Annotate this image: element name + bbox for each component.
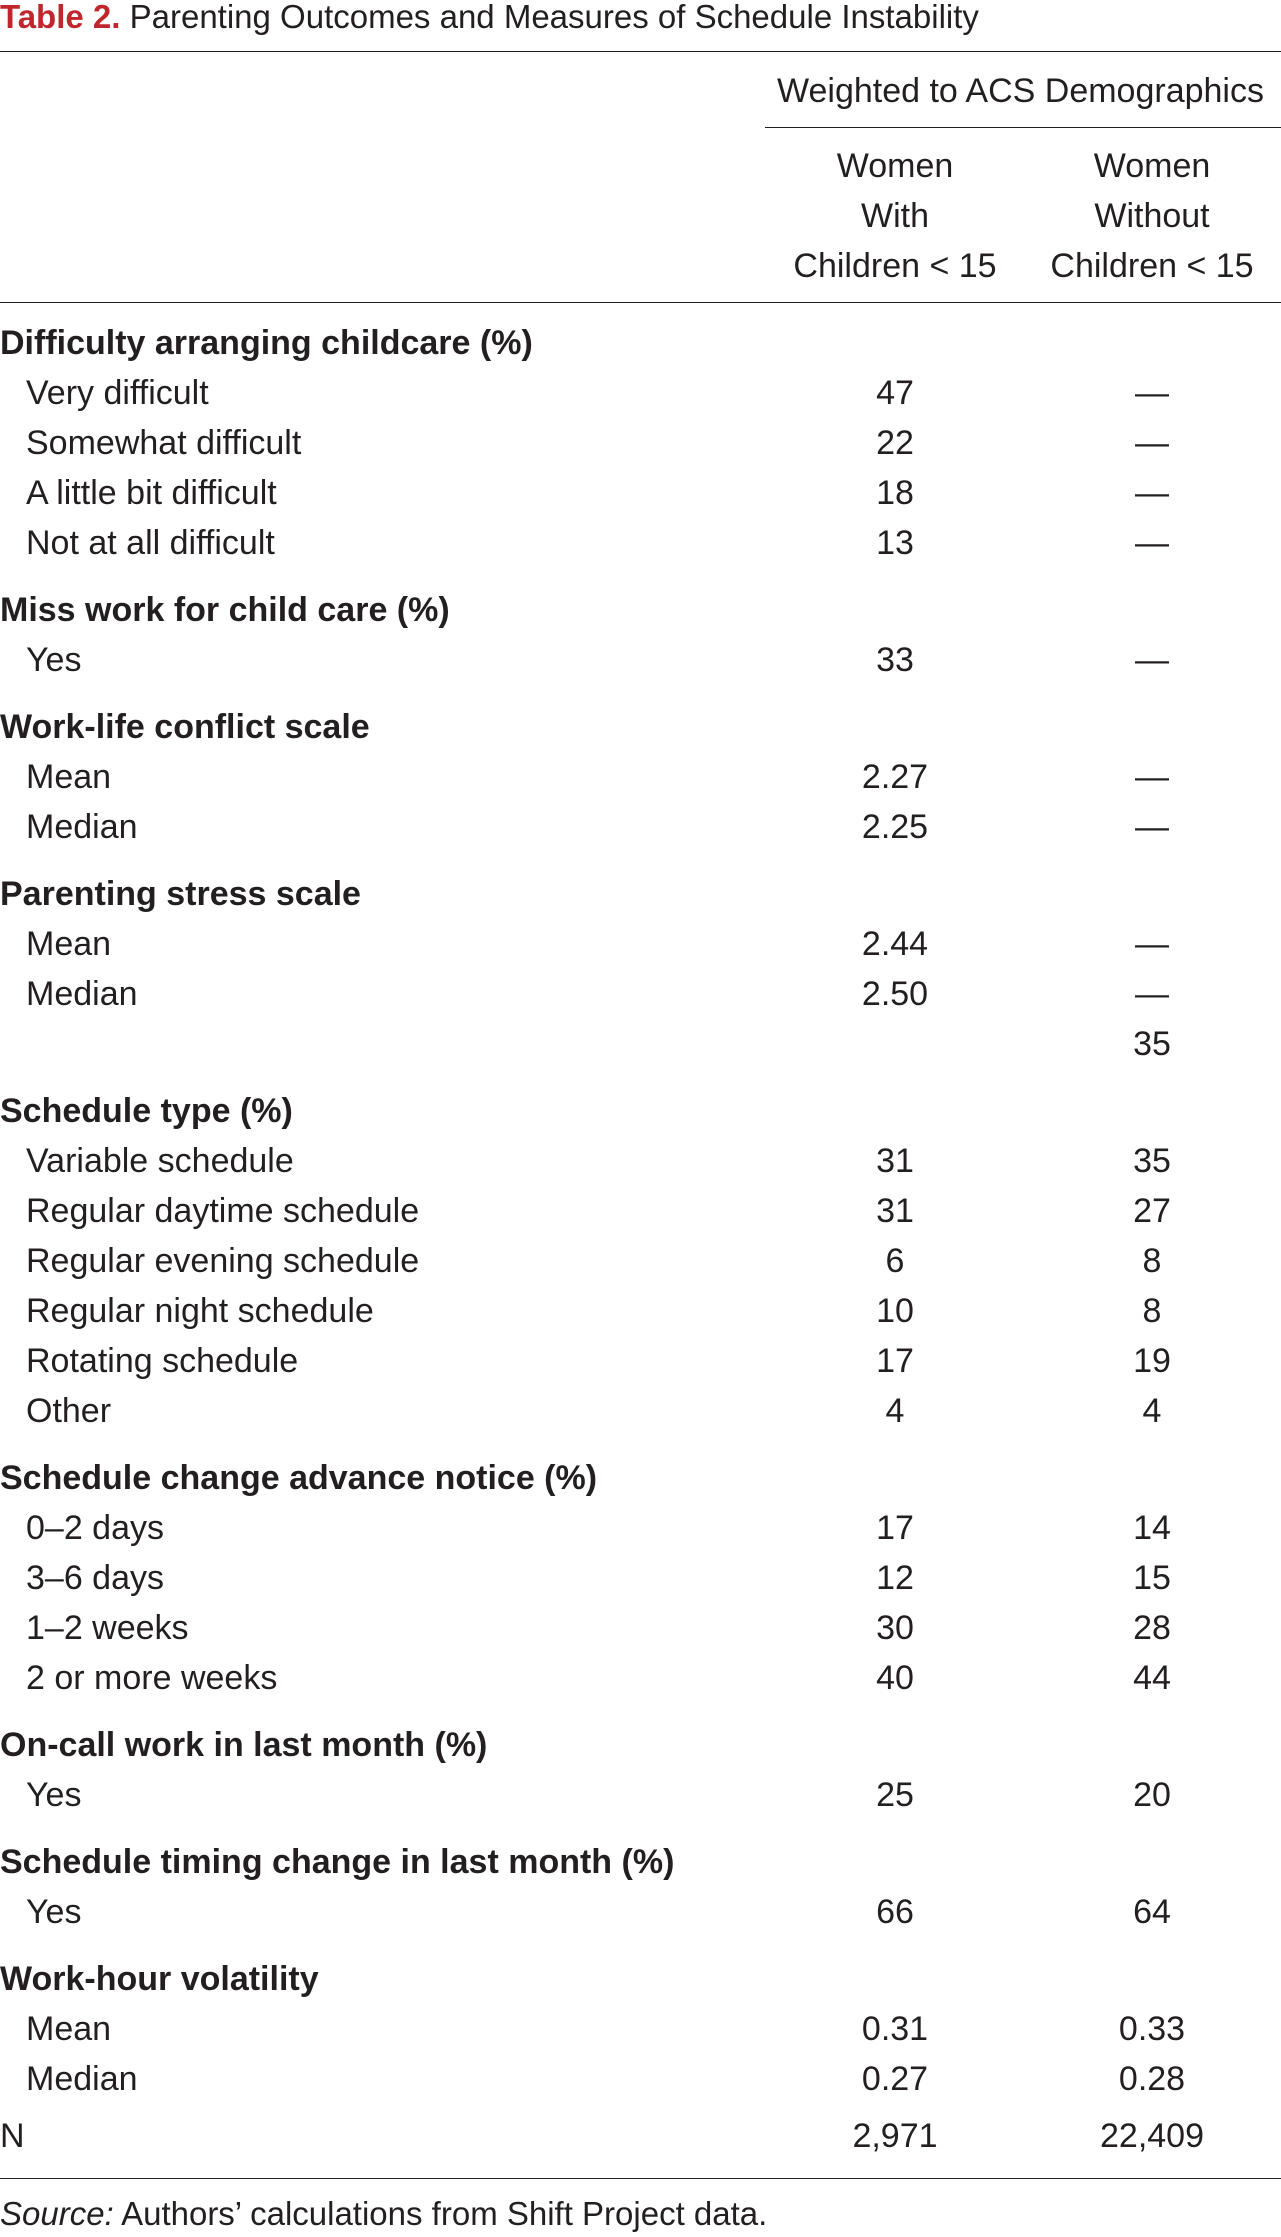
caption-label: Table 2. (0, 0, 121, 35)
value-with-children: 33 (876, 641, 914, 679)
value-without-children: 19 (1133, 1342, 1171, 1380)
row-label: Very difficult (26, 374, 209, 412)
col1-header-line1: Women (836, 147, 954, 185)
value-without-children: 15 (1133, 1559, 1171, 1597)
section-title: Miss work for child care (%) (0, 591, 450, 629)
value-with-children: 2.44 (861, 925, 929, 963)
value-without-children: — (1135, 925, 1169, 963)
value-without-children: 28 (1133, 1609, 1171, 1647)
row-label: Regular daytime schedule (26, 1192, 420, 1230)
section-title: On-call work in last month (%) (0, 1726, 488, 1764)
value-with-children: 10 (876, 1292, 914, 1330)
value-without-children: — (1135, 374, 1169, 412)
row-label: Mean (26, 2010, 112, 2048)
value-with-children: 66 (876, 1893, 914, 1931)
value-with-children: 25 (876, 1776, 914, 1814)
value-with-children: 47 (876, 374, 914, 412)
value-with-children: 0.31 (861, 2010, 929, 2048)
value-with-children: 17 (876, 1342, 914, 1380)
group-rule (765, 127, 1281, 128)
value-with-children: 2.25 (861, 808, 929, 846)
value-without-children: 35 (1133, 1142, 1171, 1180)
value-without-children: 35 (1133, 1025, 1171, 1063)
col1-header-line3: Children < 15 (793, 247, 997, 285)
row-label: Somewhat difficult (26, 424, 302, 462)
table-caption (0, 0, 979, 46)
value-with-children: 31 (876, 1192, 914, 1230)
value-with-children: 12 (876, 1559, 914, 1597)
row-label: Regular evening schedule (26, 1242, 420, 1280)
row-label: Mean (26, 758, 112, 796)
row-label: Yes (26, 1776, 82, 1814)
row-label: 1–2 weeks (26, 1609, 189, 1647)
section-title: Work-life conflict scale (0, 708, 370, 746)
section-title: Difficulty arranging childcare (%) (0, 324, 533, 362)
caption-title: Parenting Outcomes and Measures of Schedule Instability (129, 0, 979, 35)
row-label: Yes (26, 1893, 82, 1931)
row-label: 2 or more weeks (26, 1659, 278, 1697)
col2-header-line2: Without (1094, 197, 1210, 235)
value-without-children: — (1135, 641, 1169, 679)
row-label: Variable schedule (26, 1142, 294, 1180)
value-without-children: 14 (1133, 1509, 1171, 1547)
value-without-children: 4 (1142, 1392, 1162, 1430)
value-with-children: 13 (876, 524, 914, 562)
section-title: Work-hour volatility (0, 1960, 319, 1998)
value-without-children: — (1135, 758, 1169, 796)
source-text: Authors’ calculations from Shift Project data. (113, 2195, 768, 2232)
value-without-children: 27 (1133, 1192, 1171, 1230)
value-without-children: — (1135, 524, 1169, 562)
value-without-children: 20 (1133, 1776, 1171, 1814)
section-title: Parenting stress scale (0, 875, 361, 913)
value-with-children: 18 (876, 474, 914, 512)
value-with-children: 22 (876, 424, 914, 462)
value-with-children: 6 (885, 1242, 905, 1280)
row-label: Other (26, 1392, 112, 1430)
row-label: A little bit difficult (26, 474, 277, 512)
col1-header-line2: With (861, 197, 929, 235)
section-title: Schedule timing change in last month (%) (0, 1843, 675, 1881)
value-without-children: 44 (1133, 1659, 1171, 1697)
value-with-children: 2.50 (861, 975, 929, 1013)
row-label: Not at all difficult (26, 524, 275, 562)
total-with-children: 2,971 (852, 2117, 938, 2155)
section-title: Schedule change advance notice (%) (0, 1459, 598, 1497)
value-with-children: 30 (876, 1609, 914, 1647)
value-without-children: 0.33 (1118, 2010, 1186, 2048)
total-label: N (0, 2117, 25, 2155)
header-rule (0, 302, 1281, 303)
value-without-children: — (1135, 424, 1169, 462)
value-with-children: 2.27 (861, 758, 929, 796)
value-without-children: 8 (1142, 1292, 1162, 1330)
col2-header-line3: Children < 15 (1050, 247, 1254, 285)
section-title: Schedule type (%) (0, 1092, 293, 1130)
source-label: Source: (0, 2195, 114, 2232)
top-rule (0, 51, 1281, 52)
col2-header-line1: Women (1093, 147, 1211, 185)
value-without-children: 64 (1133, 1893, 1171, 1931)
value-with-children: 31 (876, 1142, 914, 1180)
row-label: 0–2 days (26, 1509, 164, 1547)
row-label: Regular night schedule (26, 1292, 374, 1330)
total-without-children: 22,409 (1100, 2117, 1204, 2155)
value-without-children: — (1135, 474, 1169, 512)
row-label: 3–6 days (26, 1559, 164, 1597)
value-with-children: 0.27 (861, 2060, 929, 2098)
row-label: Median (26, 2060, 138, 2098)
value-without-children: 0.28 (1118, 2060, 1186, 2098)
row-label: Median (26, 808, 138, 846)
value-without-children: — (1135, 808, 1169, 846)
value-with-children: 4 (885, 1392, 905, 1430)
row-label: Yes (26, 641, 82, 679)
value-without-children: — (1135, 975, 1169, 1013)
value-with-children: 17 (876, 1509, 914, 1547)
value-with-children: 40 (876, 1659, 914, 1697)
bottom-rule (0, 2178, 1281, 2179)
column-group-header: Weighted to ACS Demographics (777, 72, 1264, 110)
source-note (0, 2192, 767, 2236)
row-label: Median (26, 975, 138, 1013)
row-label: Mean (26, 925, 112, 963)
row-label: Rotating schedule (26, 1342, 299, 1380)
value-without-children: 8 (1142, 1242, 1162, 1280)
